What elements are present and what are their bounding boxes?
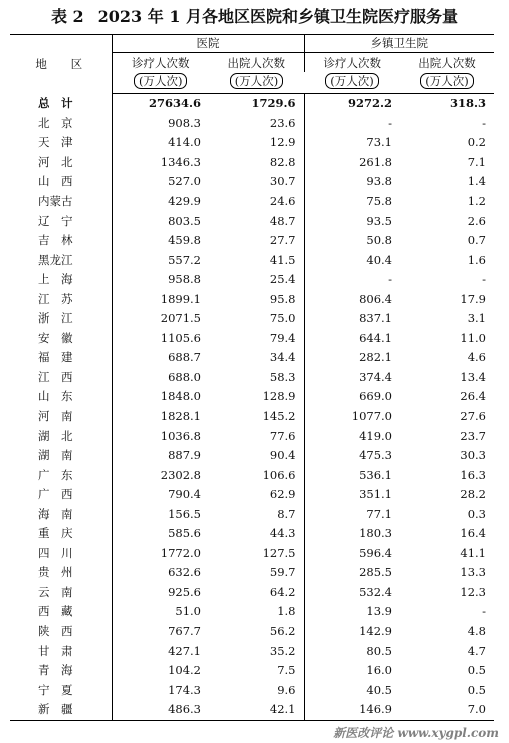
unit-label: (万人次) [230,73,283,89]
hospital-inpatient-cell: 128.9 [209,387,304,407]
township-inpatient-cell: 4.8 [467,624,486,639]
hospital-outpatient-cell: 527.0 [168,174,201,189]
table-row [10,133,494,153]
hospital-inpatient-cell: 95.8 [209,289,304,309]
table-row [10,192,494,212]
total-row [10,94,494,114]
hospital-outpatient-cell: 104.2 [168,663,201,678]
region-cell: 宁 夏 [10,680,112,700]
township-outpatient-cell: 16.0 [366,663,392,678]
township-inpatient-cell: 12.3 [460,584,486,599]
hospital-outpatient-cell: 427.1 [168,643,201,658]
hospital-inpatient-cell: 44.3 [209,524,304,544]
hospital-inpatient-cell: 1729.6 [209,94,304,114]
hospital-inpatient-cell: 1.8 [209,602,304,622]
hospital-inpatient-cell: 30.7 [209,172,304,192]
unit-cell [209,72,304,94]
hospital-inpatient-header: 出院人次数 [209,53,304,73]
township-inpatient-cell: 0.5 [467,663,486,678]
hospital-outpatient-cell: 958.8 [168,272,201,287]
region-cell: 安 徽 [10,329,112,349]
township-outpatient-cell: 475.3 [359,448,392,463]
hospital-outpatient-cell: 156.5 [168,506,201,521]
township-inpatient-cell: 0.2 [467,135,486,150]
township-inpatient-cell: - [482,115,486,130]
township-outpatient-cell: 261.8 [359,154,392,169]
township-inpatient-cell: 0.5 [467,682,486,697]
hospital-outpatient-cell: 27634.6 [148,96,201,111]
table-row [10,270,494,290]
hospital-outpatient-header: 诊疗人次数 [132,56,190,70]
township-inpatient-cell: 30.3 [460,448,486,463]
township-outpatient-cell: 40.5 [366,682,392,697]
table-row [10,680,494,700]
hospital-outpatient-cell: 688.0 [168,369,201,384]
township-outpatient-cell: 13.9 [366,604,392,619]
township-outpatient-cell: 837.1 [359,311,392,326]
township-inpatient-cell: 1.2 [467,194,486,208]
region-cell: 吉 林 [10,231,112,251]
township-outpatient-header: 诊疗人次数 [323,56,381,70]
hospital-inpatient-cell: 7.5 [209,661,304,681]
table-row [10,465,494,485]
table-row [10,387,494,407]
unit-label: (万人次) [325,73,378,89]
hospital-inpatient-cell: 58.3 [209,368,304,388]
township-inpatient-cell: 4.7 [467,643,486,658]
table-row [10,661,494,681]
township-inpatient-cell: 318.3 [449,96,486,111]
township-outpatient-cell: 532.4 [359,584,392,599]
hospital-inpatient-cell: 145.2 [209,407,304,427]
unit-cell [400,72,494,94]
region-cell: 广 东 [10,465,112,485]
township-inpatient-cell: 23.7 [460,428,486,443]
township-inpatient-cell: 7.0 [400,700,494,720]
hospital-inpatient-cell: 79.4 [209,329,304,349]
region-cell: 广 西 [10,485,112,505]
township-outpatient-cell: 419.0 [359,428,392,443]
township-outpatient-cell: 93.5 [366,213,392,228]
hospital-inpatient-cell: 23.6 [209,114,304,134]
township-outpatient-cell: 73.1 [366,135,392,150]
hospital-outpatient-cell: 790.4 [168,487,201,502]
region-cell: 上 海 [10,270,112,290]
township-inpatient-cell: 1.6 [467,252,486,267]
table-title [0,6,509,28]
hospital-inpatient-cell: 24.6 [209,192,304,212]
table-row [10,524,494,544]
hospital-inpatient-cell: 41.5 [209,250,304,270]
table-row [10,485,494,505]
hospital-inpatient-cell: 62.9 [209,485,304,505]
unit-cell [112,72,209,94]
region-cell: 甘 肃 [10,641,112,661]
township-outpatient-cell: 536.1 [359,467,392,482]
township-inpatient-cell: 27.6 [460,409,486,424]
township-inpatient-cell: 1.4 [467,174,486,189]
township-outpatient-cell: 9272.2 [347,96,392,111]
region-cell: 天 津 [10,133,112,153]
township-inpatient-cell: 16.3 [460,467,486,482]
table-row [10,309,494,329]
table-row [10,153,494,173]
hospital-outpatient-cell: 1772.0 [160,545,201,560]
table-row [10,211,494,231]
region-cell: 湖 北 [10,426,112,446]
region-cell: 辽 宁 [10,211,112,231]
region-cell: 云 南 [10,583,112,603]
hospital-inpatient-cell: 59.7 [209,563,304,583]
township-outpatient-cell: 75.8 [366,194,392,208]
table-number: 表 2 [50,7,84,26]
hospital-outpatient-cell: 887.9 [168,448,201,463]
township-outpatient-cell: 77.1 [366,506,392,521]
hospital-outpatient-cell: 585.6 [168,526,201,541]
region-cell: 浙 江 [10,309,112,329]
township-inpatient-cell: 3.1 [467,311,486,326]
region-cell: 河 北 [10,153,112,173]
township-outpatient-cell: - [388,272,392,287]
hospital-inpatient-cell: 42.1 [209,700,304,720]
table-row [10,563,494,583]
hospital-inpatient-cell: 8.7 [209,504,304,524]
hospital-outpatient-cell: 1899.1 [160,291,201,306]
hospital-outpatient-cell: 632.6 [168,565,201,580]
township-inpatient-header: 出院人次数 [418,56,476,70]
region-cell: 海 南 [10,504,112,524]
township-inpatient-cell: - [482,604,486,619]
hospital-outpatient-cell: 1346.3 [160,154,201,169]
hospital-outpatient-cell: 925.6 [168,584,201,599]
table-row [10,544,494,564]
hospital-outpatient-cell: 1828.1 [160,409,201,424]
table-row [10,368,494,388]
hospital-inpatient-cell: 34.4 [209,348,304,368]
township-inpatient-cell: 16.4 [460,526,486,541]
township-inpatient-cell: 17.9 [460,291,486,306]
region-cell: 黑龙江 [10,250,112,270]
hospital-outpatient-cell: 1105.6 [160,330,201,345]
table-row [10,250,494,270]
region-cell: 西 藏 [10,602,112,622]
township-outpatient-cell: 146.9 [304,700,400,720]
township-inpatient-cell: 11.0 [460,330,486,345]
region-cell: 四 川 [10,544,112,564]
table-title-text: 2023 年 1 月各地区医院和乡镇卫生院医疗服务量 [97,7,459,26]
hospital-inpatient-cell: 48.7 [209,211,304,231]
table-row [10,289,494,309]
region-cell: 山 西 [10,172,112,192]
region-cell: 青 海 [10,661,112,681]
region-cell: 河 南 [10,407,112,427]
township-outpatient-cell: 596.4 [359,545,392,560]
township-outpatient-cell: 282.1 [359,350,392,365]
table-row [10,583,494,603]
region-cell: 陕 西 [10,622,112,642]
region-cell: 江 西 [10,368,112,388]
township-inpatient-cell: 7.1 [467,154,486,169]
township-inpatient-cell: 28.2 [460,487,486,502]
township-outpatient-cell: 142.9 [359,624,392,639]
unit-cell [304,72,400,94]
township-inpatient-cell: 26.4 [460,389,486,404]
hospital-inpatient-cell: 106.6 [209,465,304,485]
township-outpatient-cell: 644.1 [359,330,392,345]
region-cell: 新 疆 [10,700,112,720]
hospital-outpatient-cell: 51.0 [175,604,201,619]
region-cell: 北 京 [10,114,112,134]
township-inpatient-cell: 2.6 [467,213,486,228]
hospital-inpatient-cell: 12.9 [209,133,304,153]
table-row [10,231,494,251]
region-cell: 福 建 [10,348,112,368]
township-inpatient-cell: 41.1 [460,545,486,560]
hospital-inpatient-cell: 9.6 [209,680,304,700]
hospital-outpatient-cell: 174.3 [168,682,201,697]
township-outpatient-cell: 50.8 [366,233,392,248]
table-row [10,407,494,427]
township-outpatient-cell: 180.3 [359,526,392,541]
hospital-outpatient-cell: 486.3 [112,700,209,720]
table-row [10,504,494,524]
hospital-inpatient-cell: 35.2 [209,641,304,661]
hospital-outpatient-cell: 459.8 [168,233,201,248]
table-row [10,446,494,466]
township-inpatient-cell: - [482,272,486,287]
table-row [10,700,494,720]
township-inpatient-cell: 0.7 [467,233,486,248]
hospital-inpatient-cell: 77.6 [209,426,304,446]
table-row [10,641,494,661]
hospital-outpatient-cell: 429.9 [168,194,201,208]
table-row [10,348,494,368]
hospital-outpatient-cell: 908.3 [168,115,201,130]
table-row [10,172,494,192]
township-outpatient-cell: 40.4 [366,252,392,267]
hospital-outpatient-cell: 767.7 [168,624,201,639]
hospital-service-table [10,34,494,721]
township-outpatient-cell: 80.5 [366,643,392,658]
hospital-inpatient-cell: 127.5 [209,544,304,564]
township-inpatient-cell: 0.3 [467,506,486,521]
hospital-inpatient-cell: 64.2 [209,583,304,603]
hospital-outpatient-cell: 1848.0 [160,389,201,404]
hospital-outpatient-cell: 688.7 [168,350,201,365]
watermark: 新医改评论 www.xygpl.com [333,726,499,740]
township-outpatient-cell: 351.1 [359,487,392,502]
hospital-outpatient-cell: 2071.5 [160,311,201,326]
township-outpatient-cell: 806.4 [359,291,392,306]
region-cell: 内蒙古 [10,192,112,212]
township-outpatient-cell: 285.5 [359,565,392,580]
table-row [10,602,494,622]
township-group-header: 乡镇卫生院 [304,35,494,53]
region-cell: 总 计 [10,94,112,114]
table-row [10,622,494,642]
region-cell: 重 庆 [10,524,112,544]
township-outpatient-cell: 669.0 [359,389,392,404]
hospital-outpatient-cell: 2302.8 [160,467,201,482]
table-row [10,329,494,349]
township-inpatient-cell: 13.3 [460,565,486,580]
unit-label: (万人次) [420,73,473,89]
hospital-group-header: 医院 [112,35,304,53]
table-row [10,426,494,446]
hospital-outpatient-cell: 414.0 [168,135,201,150]
region-cell: 江 苏 [10,289,112,309]
hospital-outpatient-cell: 557.2 [168,252,201,267]
hospital-inpatient-cell: 82.8 [209,153,304,173]
township-outpatient-cell: 93.8 [366,174,392,189]
township-outpatient-cell: 374.4 [359,369,392,384]
table-row [10,114,494,134]
region-cell: 湖 南 [10,446,112,466]
hospital-inpatient-cell: 56.2 [209,622,304,642]
hospital-inpatient-cell: 90.4 [209,446,304,466]
township-inpatient-cell: 4.6 [467,350,486,365]
hospital-inpatient-cell: 25.4 [209,270,304,290]
township-outpatient-cell: - [388,115,392,130]
hospital-inpatient-cell: 27.7 [209,231,304,251]
table-body [10,94,494,721]
region-cell: 贵 州 [10,563,112,583]
hospital-inpatient-cell: 75.0 [209,309,304,329]
township-outpatient-cell: 1077.0 [351,409,392,424]
region-cell: 山 东 [10,387,112,407]
region-header: 地 区 [10,35,112,94]
unit-label: (万人次) [134,73,187,89]
hospital-outpatient-cell: 1036.8 [160,428,201,443]
township-inpatient-cell: 13.4 [460,369,486,384]
hospital-outpatient-cell: 803.5 [168,213,201,228]
